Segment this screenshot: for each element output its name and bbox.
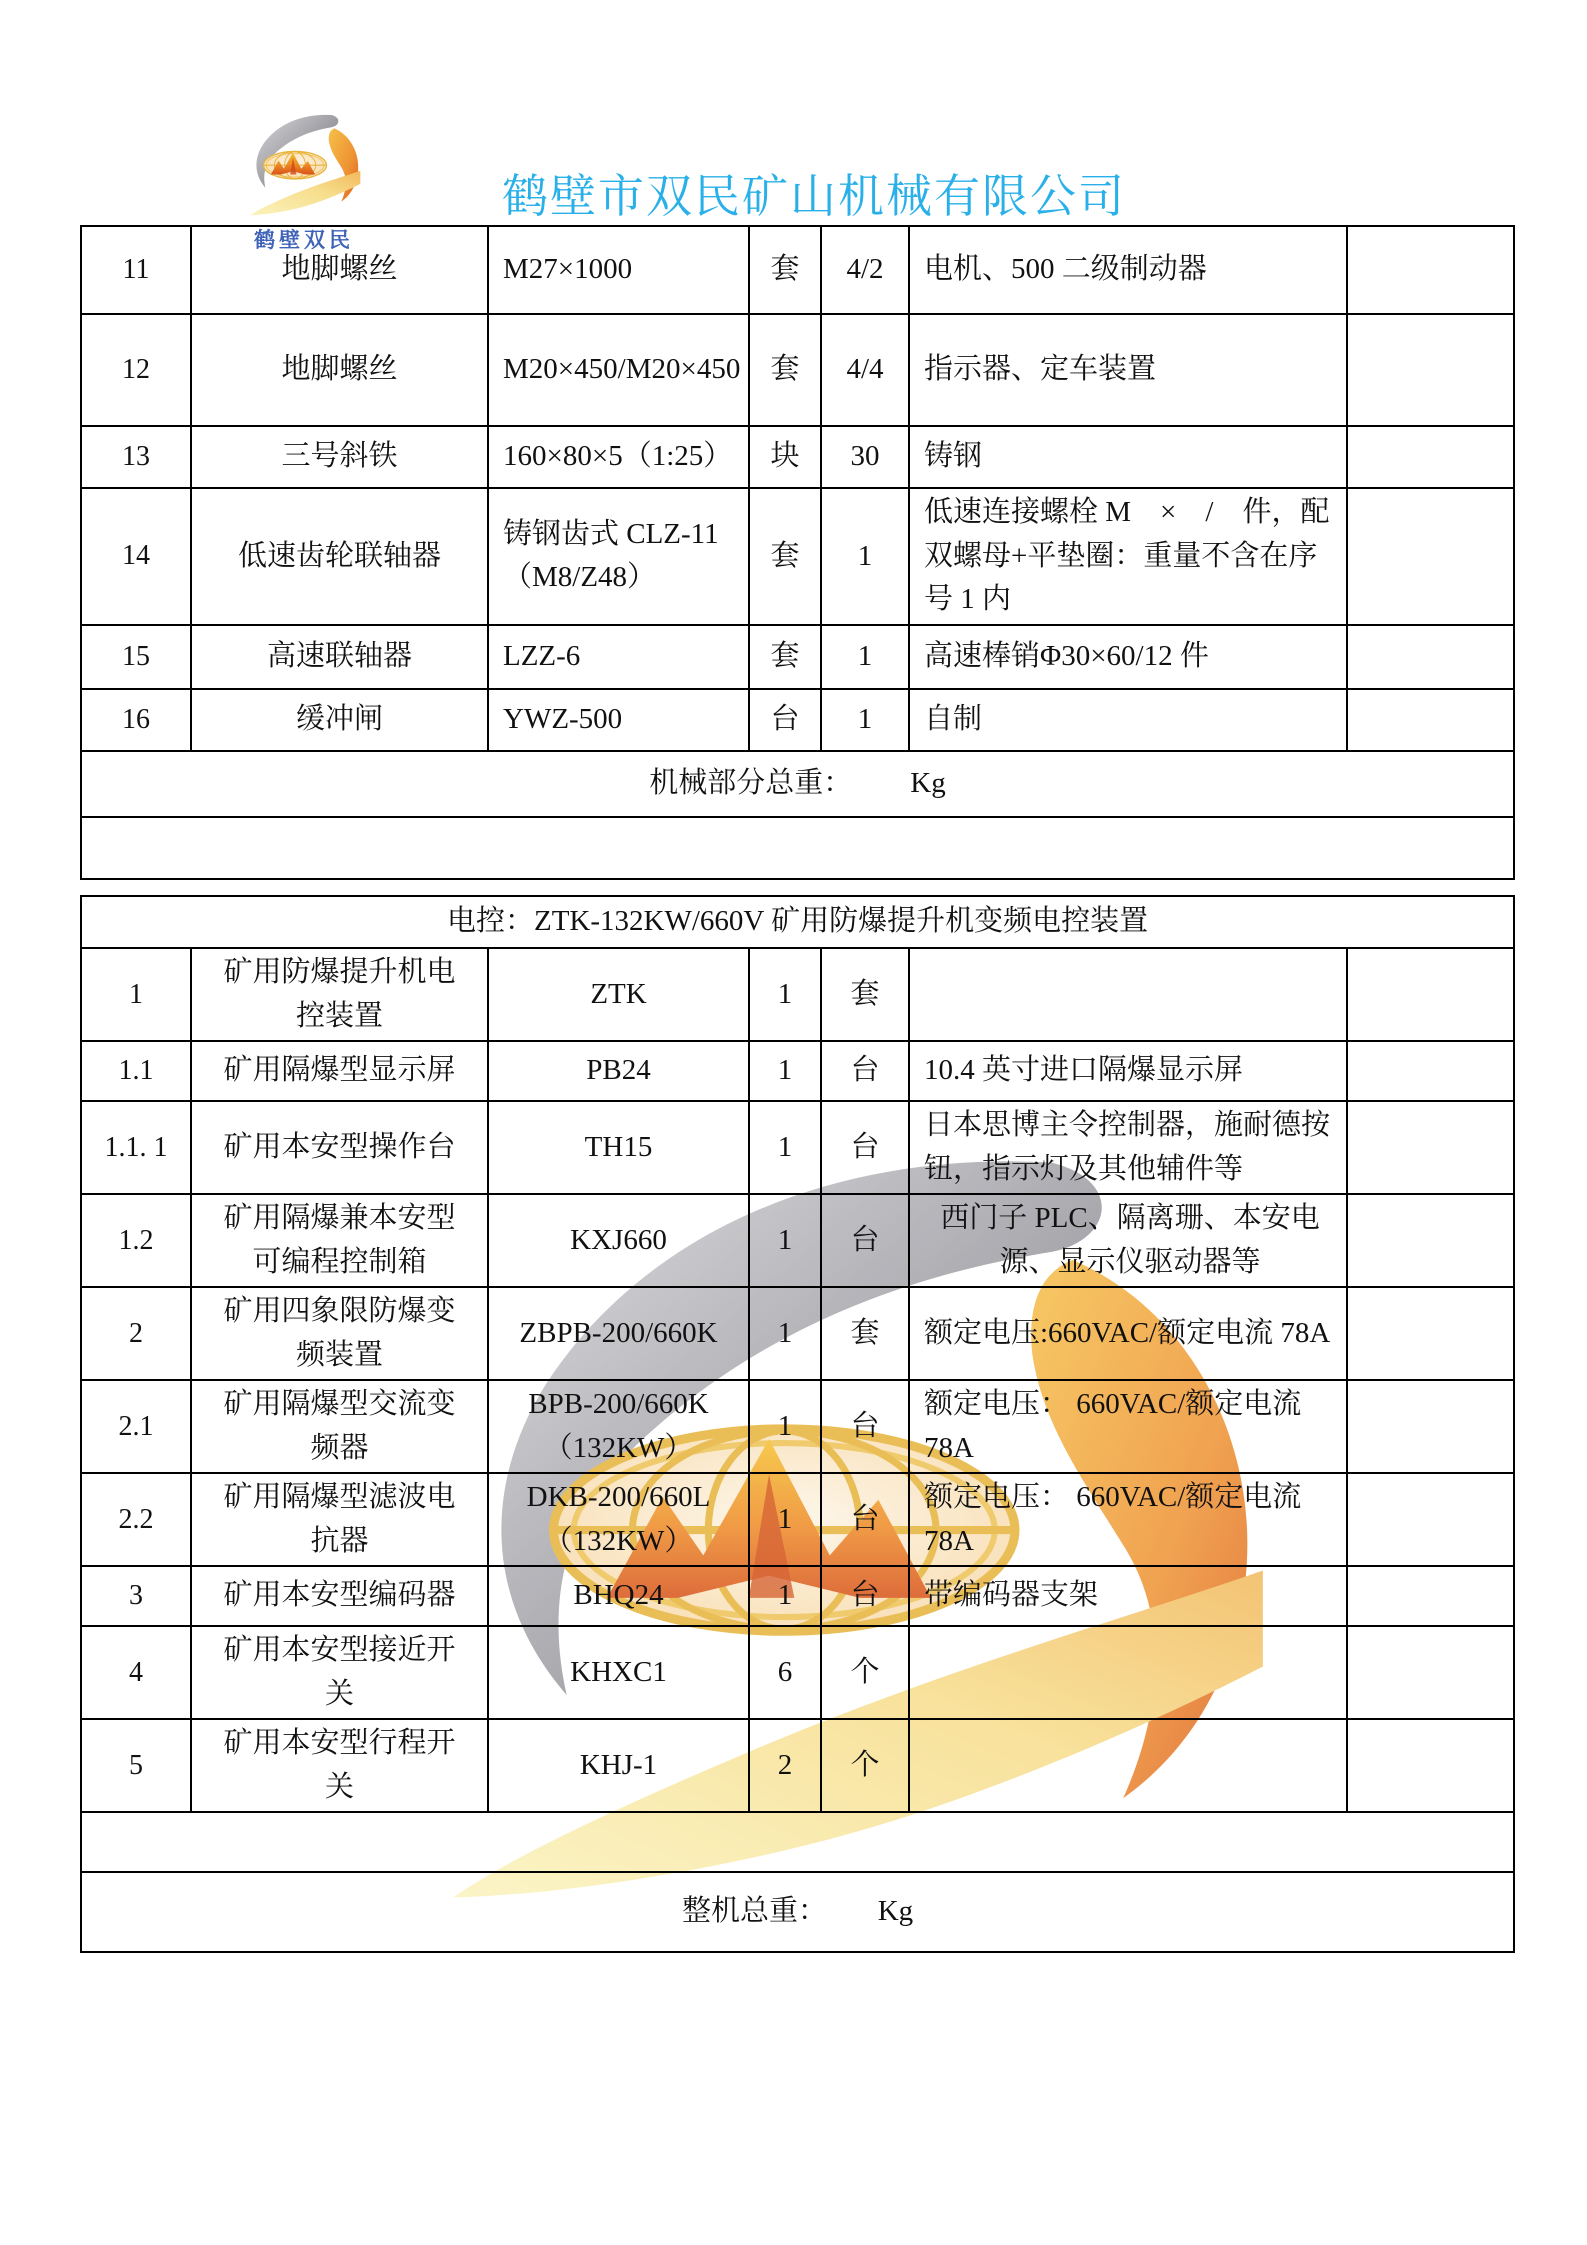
cell-extra (1347, 1626, 1514, 1719)
cell-name: 缓冲闸 (191, 689, 488, 751)
cell-qty: 1 (749, 1041, 821, 1101)
cell-qty: 1 (749, 1380, 821, 1473)
cell-spec: 160×80×5（1:25） (488, 426, 749, 488)
cell-remark: 额定电压： 660VAC/额定电流 78A (909, 1380, 1347, 1473)
cell-no: 3 (81, 1566, 191, 1626)
cell-name: 矿用本安型行程开关 (191, 1719, 488, 1812)
cell-qty: 4/4 (821, 314, 909, 426)
cell-no: 1.1 (81, 1041, 191, 1101)
cell-remark: 10.4 英寸进口隔爆显示屏 (909, 1041, 1347, 1101)
empty-cell (81, 817, 1514, 879)
company-logo (246, 112, 362, 217)
cell-spec: ZBPB-200/660K (488, 1287, 749, 1380)
table-row (81, 314, 1514, 426)
cell-remark: 指示器、定车装置 (909, 314, 1347, 426)
cell-name: 矿用防爆提升机电控装置 (191, 948, 488, 1041)
cell-spec: KHJ-1 (488, 1719, 749, 1812)
table-row (81, 1626, 1514, 1719)
cell-unit: 个 (821, 1626, 909, 1719)
cell-no: 5 (81, 1719, 191, 1812)
company-title: 鹤壁市双民矿山机械有限公司 (502, 170, 1126, 222)
cell-remark: 低速连接螺栓 M × / 件，配双螺母+平垫圈：重量不含在序号 1 内 (909, 488, 1347, 625)
cell-remark: 自制 (909, 689, 1347, 751)
cell-name: 地脚螺丝 (191, 226, 488, 314)
cell-remark: 电机、500 二级制动器 (909, 226, 1347, 314)
cell-unit: 块 (749, 426, 821, 488)
cell-name: 矿用隔爆型显示屏 (191, 1041, 488, 1101)
cell-qty: 1 (749, 1287, 821, 1380)
cell-extra (1347, 1041, 1514, 1101)
table-row (81, 1719, 1514, 1812)
table-row (81, 488, 1514, 625)
cell-spec: YWZ-500 (488, 689, 749, 751)
empty-cell-row (81, 1812, 1514, 1872)
cell-qty: 2 (749, 1719, 821, 1812)
cell-extra (1347, 1719, 1514, 1812)
cell-unit: 台 (821, 1380, 909, 1473)
cell-name: 矿用本安型接近开关 (191, 1626, 488, 1719)
cell-extra (1347, 948, 1514, 1041)
cell-spec: PB24 (488, 1041, 749, 1101)
electric-control-table (80, 895, 1515, 1953)
mechanical-parts-table (80, 225, 1515, 880)
cell-no: 14 (81, 488, 191, 625)
cell-name: 矿用本安型编码器 (191, 1566, 488, 1626)
table-row (81, 1194, 1514, 1287)
mechanical-total-weight-row (81, 751, 1514, 817)
cell-extra (1347, 1566, 1514, 1626)
cell-no: 2.1 (81, 1380, 191, 1473)
cell-qty: 1 (749, 948, 821, 1041)
logo-caption: 鹤壁双民 (254, 228, 354, 252)
cell-unit: 台 (821, 1041, 909, 1101)
cell-spec: BHQ24 (488, 1566, 749, 1626)
cell-name: 矿用隔爆兼本安型可编程控制箱 (191, 1194, 488, 1287)
cell-remark: 铸钢 (909, 426, 1347, 488)
cell-name: 矿用四象限防爆变频装置 (191, 1287, 488, 1380)
cell-qty: 1 (749, 1194, 821, 1287)
cell-remark: 高速棒销Φ30×60/12 件 (909, 625, 1347, 689)
table-row (81, 426, 1514, 488)
table-row (81, 1566, 1514, 1626)
cell-extra (1347, 314, 1514, 426)
cell-extra (1347, 1101, 1514, 1194)
cell-unit: 套 (821, 1287, 909, 1380)
cell-name: 矿用本安型操作台 (191, 1101, 488, 1194)
cell-unit: 套 (749, 226, 821, 314)
cell-remark: 带编码器支架 (909, 1566, 1347, 1626)
cell-unit: 台 (821, 1101, 909, 1194)
cell-spec: KXJ660 (488, 1194, 749, 1287)
electric-section-title: 电控：ZTK-132KW/660V 矿用防爆提升机变频电控装置 (81, 896, 1514, 948)
cell-remark (909, 948, 1347, 1041)
cell-spec: 铸钢齿式 CLZ-11（M8/Z48） (488, 488, 749, 625)
cell-spec: BPB-200/660K（132KW） (488, 1380, 749, 1473)
table-row (81, 1473, 1514, 1566)
cell-remark: 西门子 PLC、隔离珊、本安电源、显示仪驱动器等 (909, 1194, 1347, 1287)
cell-qty: 1 (821, 488, 909, 625)
cell-name: 矿用隔爆型滤波电抗器 (191, 1473, 488, 1566)
empty-cell-row (81, 817, 1514, 879)
empty-cell (81, 1812, 1514, 1872)
cell-extra (1347, 226, 1514, 314)
cell-no: 1.1. 1 (81, 1101, 191, 1194)
cell-name: 三号斜铁 (191, 426, 488, 488)
cell-name: 高速联轴器 (191, 625, 488, 689)
cell-qty: 30 (821, 426, 909, 488)
cell-unit: 台 (749, 689, 821, 751)
cell-remark: 日本思博主令控制器，施耐德按钮，指示灯及其他辅件等 (909, 1101, 1347, 1194)
cell-spec: LZZ-6 (488, 625, 749, 689)
cell-extra (1347, 625, 1514, 689)
table-row (81, 1101, 1514, 1194)
cell-unit: 个 (821, 1719, 909, 1812)
cell-spec: ZTK (488, 948, 749, 1041)
cell-remark (909, 1719, 1347, 1812)
cell-no: 12 (81, 314, 191, 426)
table-row (81, 625, 1514, 689)
cell-qty: 1 (749, 1101, 821, 1194)
cell-spec: M20×450/M20×450 (488, 314, 749, 426)
cell-unit: 套 (749, 488, 821, 625)
cell-spec: DKB-200/660L（132KW） (488, 1473, 749, 1566)
cell-extra (1347, 1380, 1514, 1473)
cell-no: 13 (81, 426, 191, 488)
electric-control-body (81, 896, 1514, 1952)
cell-remark: 额定电压： 660VAC/额定电流 78A (909, 1473, 1347, 1566)
mechanical-parts-body (81, 226, 1514, 879)
cell-no: 16 (81, 689, 191, 751)
cell-name: 地脚螺丝 (191, 314, 488, 426)
cell-no: 2 (81, 1287, 191, 1380)
cell-qty: 1 (821, 625, 909, 689)
cell-qty: 1 (821, 689, 909, 751)
cell-name: 矿用隔爆型交流变频器 (191, 1380, 488, 1473)
machine-total-weight: 整机总重： Kg (81, 1872, 1514, 1952)
electric-section-title-row (81, 896, 1514, 948)
table-row (81, 1041, 1514, 1101)
cell-remark: 额定电压:660VAC/额定电流 78A (909, 1287, 1347, 1380)
cell-qty: 1 (749, 1473, 821, 1566)
mechanical-total-weight: 机械部分总重： Kg (81, 751, 1514, 817)
cell-unit: 台 (821, 1566, 909, 1626)
cell-extra (1347, 1473, 1514, 1566)
table-row (81, 1380, 1514, 1473)
cell-unit: 套 (749, 625, 821, 689)
cell-remark (909, 1626, 1347, 1719)
cell-extra (1347, 1287, 1514, 1380)
table-row (81, 1287, 1514, 1380)
cell-no: 15 (81, 625, 191, 689)
cell-qty: 6 (749, 1626, 821, 1719)
cell-unit: 套 (821, 948, 909, 1041)
cell-extra (1347, 426, 1514, 488)
cell-extra (1347, 488, 1514, 625)
cell-spec: M27×1000 (488, 226, 749, 314)
cell-no: 1 (81, 948, 191, 1041)
cell-unit: 套 (749, 314, 821, 426)
cell-unit: 台 (821, 1473, 909, 1566)
cell-extra (1347, 689, 1514, 751)
cell-unit: 台 (821, 1194, 909, 1287)
table-row (81, 948, 1514, 1041)
cell-spec: TH15 (488, 1101, 749, 1194)
cell-no: 4 (81, 1626, 191, 1719)
cell-no: 2.2 (81, 1473, 191, 1566)
cell-extra (1347, 1194, 1514, 1287)
cell-no: 11 (81, 226, 191, 314)
machine-total-weight-row (81, 1872, 1514, 1952)
table-row (81, 689, 1514, 751)
cell-no: 1.2 (81, 1194, 191, 1287)
cell-name: 低速齿轮联轴器 (191, 488, 488, 625)
cell-qty: 1 (749, 1566, 821, 1626)
cell-spec: KHXC1 (488, 1626, 749, 1719)
cell-qty: 4/2 (821, 226, 909, 314)
